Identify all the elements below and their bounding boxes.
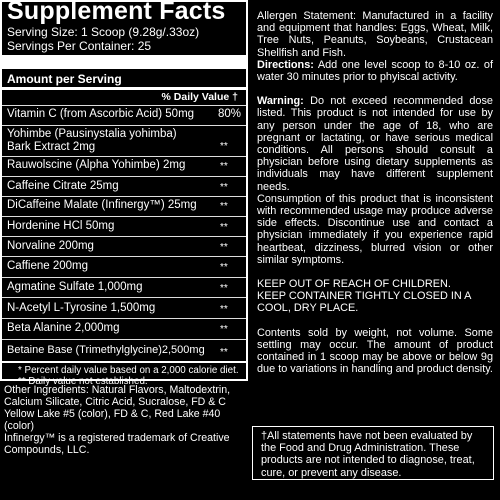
dv-rauwolscine: ** — [220, 161, 228, 172]
ingredient-yohimbe: Yohimbe (Pausinystalia yohimba) — [7, 128, 177, 140]
row-divider — [2, 196, 246, 197]
dv-yohimbe: ** — [220, 141, 228, 152]
row-divider — [2, 176, 246, 177]
row-divider — [2, 216, 246, 217]
daily-value-header: % Daily Value † — [161, 91, 238, 103]
ingredient-caffeine-citrate: Caffeine Citrate 25mg — [7, 180, 119, 192]
ingredient-dicaffeine-malate: DiCaffeine Malate (Infinergy™) 25mg — [7, 199, 197, 211]
row-divider — [2, 318, 246, 319]
dv-norvaline: ** — [220, 242, 228, 253]
ingredient-rauwolscine: Rauwolscine (Alpha Yohimbe) 2mg — [7, 159, 186, 171]
ingredient-tyrosine: N-Acetyl L-Tyrosine 1,500mg — [7, 302, 156, 314]
allergen-statement: Allergen Statement: Manufactured in a facility and equipment that handles: Eggs, Wheat, Milk, Tree Nuts, Peanuts, Soybeans, Crustacean Shellfish and Fish. — [257, 10, 493, 59]
fda-disclaimer: †All statements have not been evaluated by the Food and Drug Administration. These products are not intended to diagnose, treat, cure, or prevent any disease. — [261, 430, 475, 479]
row-divider — [2, 156, 246, 157]
row-divider — [2, 297, 246, 298]
directions-paragraph — [257, 59, 493, 83]
dv-agmatine: ** — [220, 283, 228, 294]
amount-per-serving-label: Amount per Serving — [7, 72, 122, 86]
contents-statement: Contents sold by weight, not volume. Some settling may occur. The amount of product contained in 1 scoop may be above or below 9g due to variations in handling and product density. — [257, 326, 493, 376]
medium-divider — [0, 87, 248, 90]
row-divider — [2, 125, 246, 126]
ingredient-yohimbe-line2: Bark Extract 2mg — [7, 141, 96, 153]
row-divider — [0, 361, 248, 363]
dv-hordenine: ** — [220, 222, 228, 233]
serving-size: Serving Size: 1 Scoop (9.28g/.33oz) — [7, 25, 200, 39]
warning-text: Do not exceed recommended dose listed. This product is not intended for use by any person under the age of 18, who are pregnant or lactating, or have serious medical conditions. All persons should consult a physician before using dietary supplements as individuals may have different supplement needs. — [257, 95, 493, 193]
dv-vitamin-c: 80% — [218, 108, 242, 120]
ingredient-norvaline: Norvaline 200mg — [7, 240, 94, 252]
directions-label: Directions: — [257, 58, 314, 71]
row-divider — [2, 105, 246, 106]
row-divider — [2, 277, 246, 278]
label-text-column — [257, 10, 493, 375]
trademark-note: Infinergy™ is a registered trademark of Creative Compounds, LLC. — [4, 432, 230, 456]
ingredient-agmatine: Agmatine Sulfate 1,000mg — [7, 281, 143, 293]
consumption-paragraph: Consumption of this product that is inconsistent with recommended usage may produce adverse side effects. Discontinue use and contact a physician immediately if you experience rapid heartbeat, dizziness, blurred vision or other similar symptoms. — [257, 192, 493, 266]
footnote-calorie: * Percent daily value based on a 2,000 calorie diet. — [18, 365, 239, 376]
fda-disclaimer-box — [252, 426, 494, 480]
row-divider — [2, 256, 246, 257]
warning-label: Warning: — [257, 95, 304, 108]
supplement-facts-title: Supplement Facts — [7, 0, 226, 25]
keep-container-closed: KEEP CONTAINER TIGHTLY CLOSED IN A COOL, DRY PLACE. — [257, 290, 471, 315]
other-ingredients: Other Ingredients: Natural Flavors, Maltodextrin, Calcium Silicate, Citric Acid, Sucralose, FD & C Yellow Lake #5 (color), FD & C, Red Lake #40 (color) — [4, 384, 231, 432]
row-divider — [2, 236, 246, 237]
dv-betaine: ** — [220, 347, 228, 358]
servings-per-container: Servings Per Container: 25 — [7, 39, 152, 53]
thick-divider — [0, 55, 248, 69]
keep-out-of-reach: KEEP OUT OF REACH OF CHILDREN. — [257, 278, 451, 291]
dv-caffeine: ** — [220, 262, 228, 273]
other-ingredients-block — [4, 384, 248, 456]
ingredient-betaine: Betaine Base (Trimethylglycine)2,500mg — [7, 344, 205, 356]
dv-dicaffeine-malate: ** — [220, 201, 228, 212]
dv-tyrosine: ** — [220, 304, 228, 315]
dv-beta-alanine: ** — [220, 324, 228, 335]
row-divider — [2, 339, 246, 340]
ingredient-hordenine: Hordenine HCl 50mg — [7, 220, 115, 232]
ingredient-vitamin-c: Vitamin C (from Ascorbic Acid) 50mg — [7, 108, 195, 120]
ingredient-caffeine: Caffiene 200mg — [7, 260, 88, 272]
dv-caffeine-citrate: ** — [220, 182, 228, 193]
directions-text: Add one level scoop to 8-10 oz. of water 30 minutes prior to phyiscal activity. — [257, 58, 493, 84]
warning-paragraph — [257, 95, 493, 193]
ingredient-beta-alanine: Beta Alanine 2,000mg — [7, 322, 120, 334]
footnote-not-established: ** Daily value not established. — [18, 376, 148, 387]
